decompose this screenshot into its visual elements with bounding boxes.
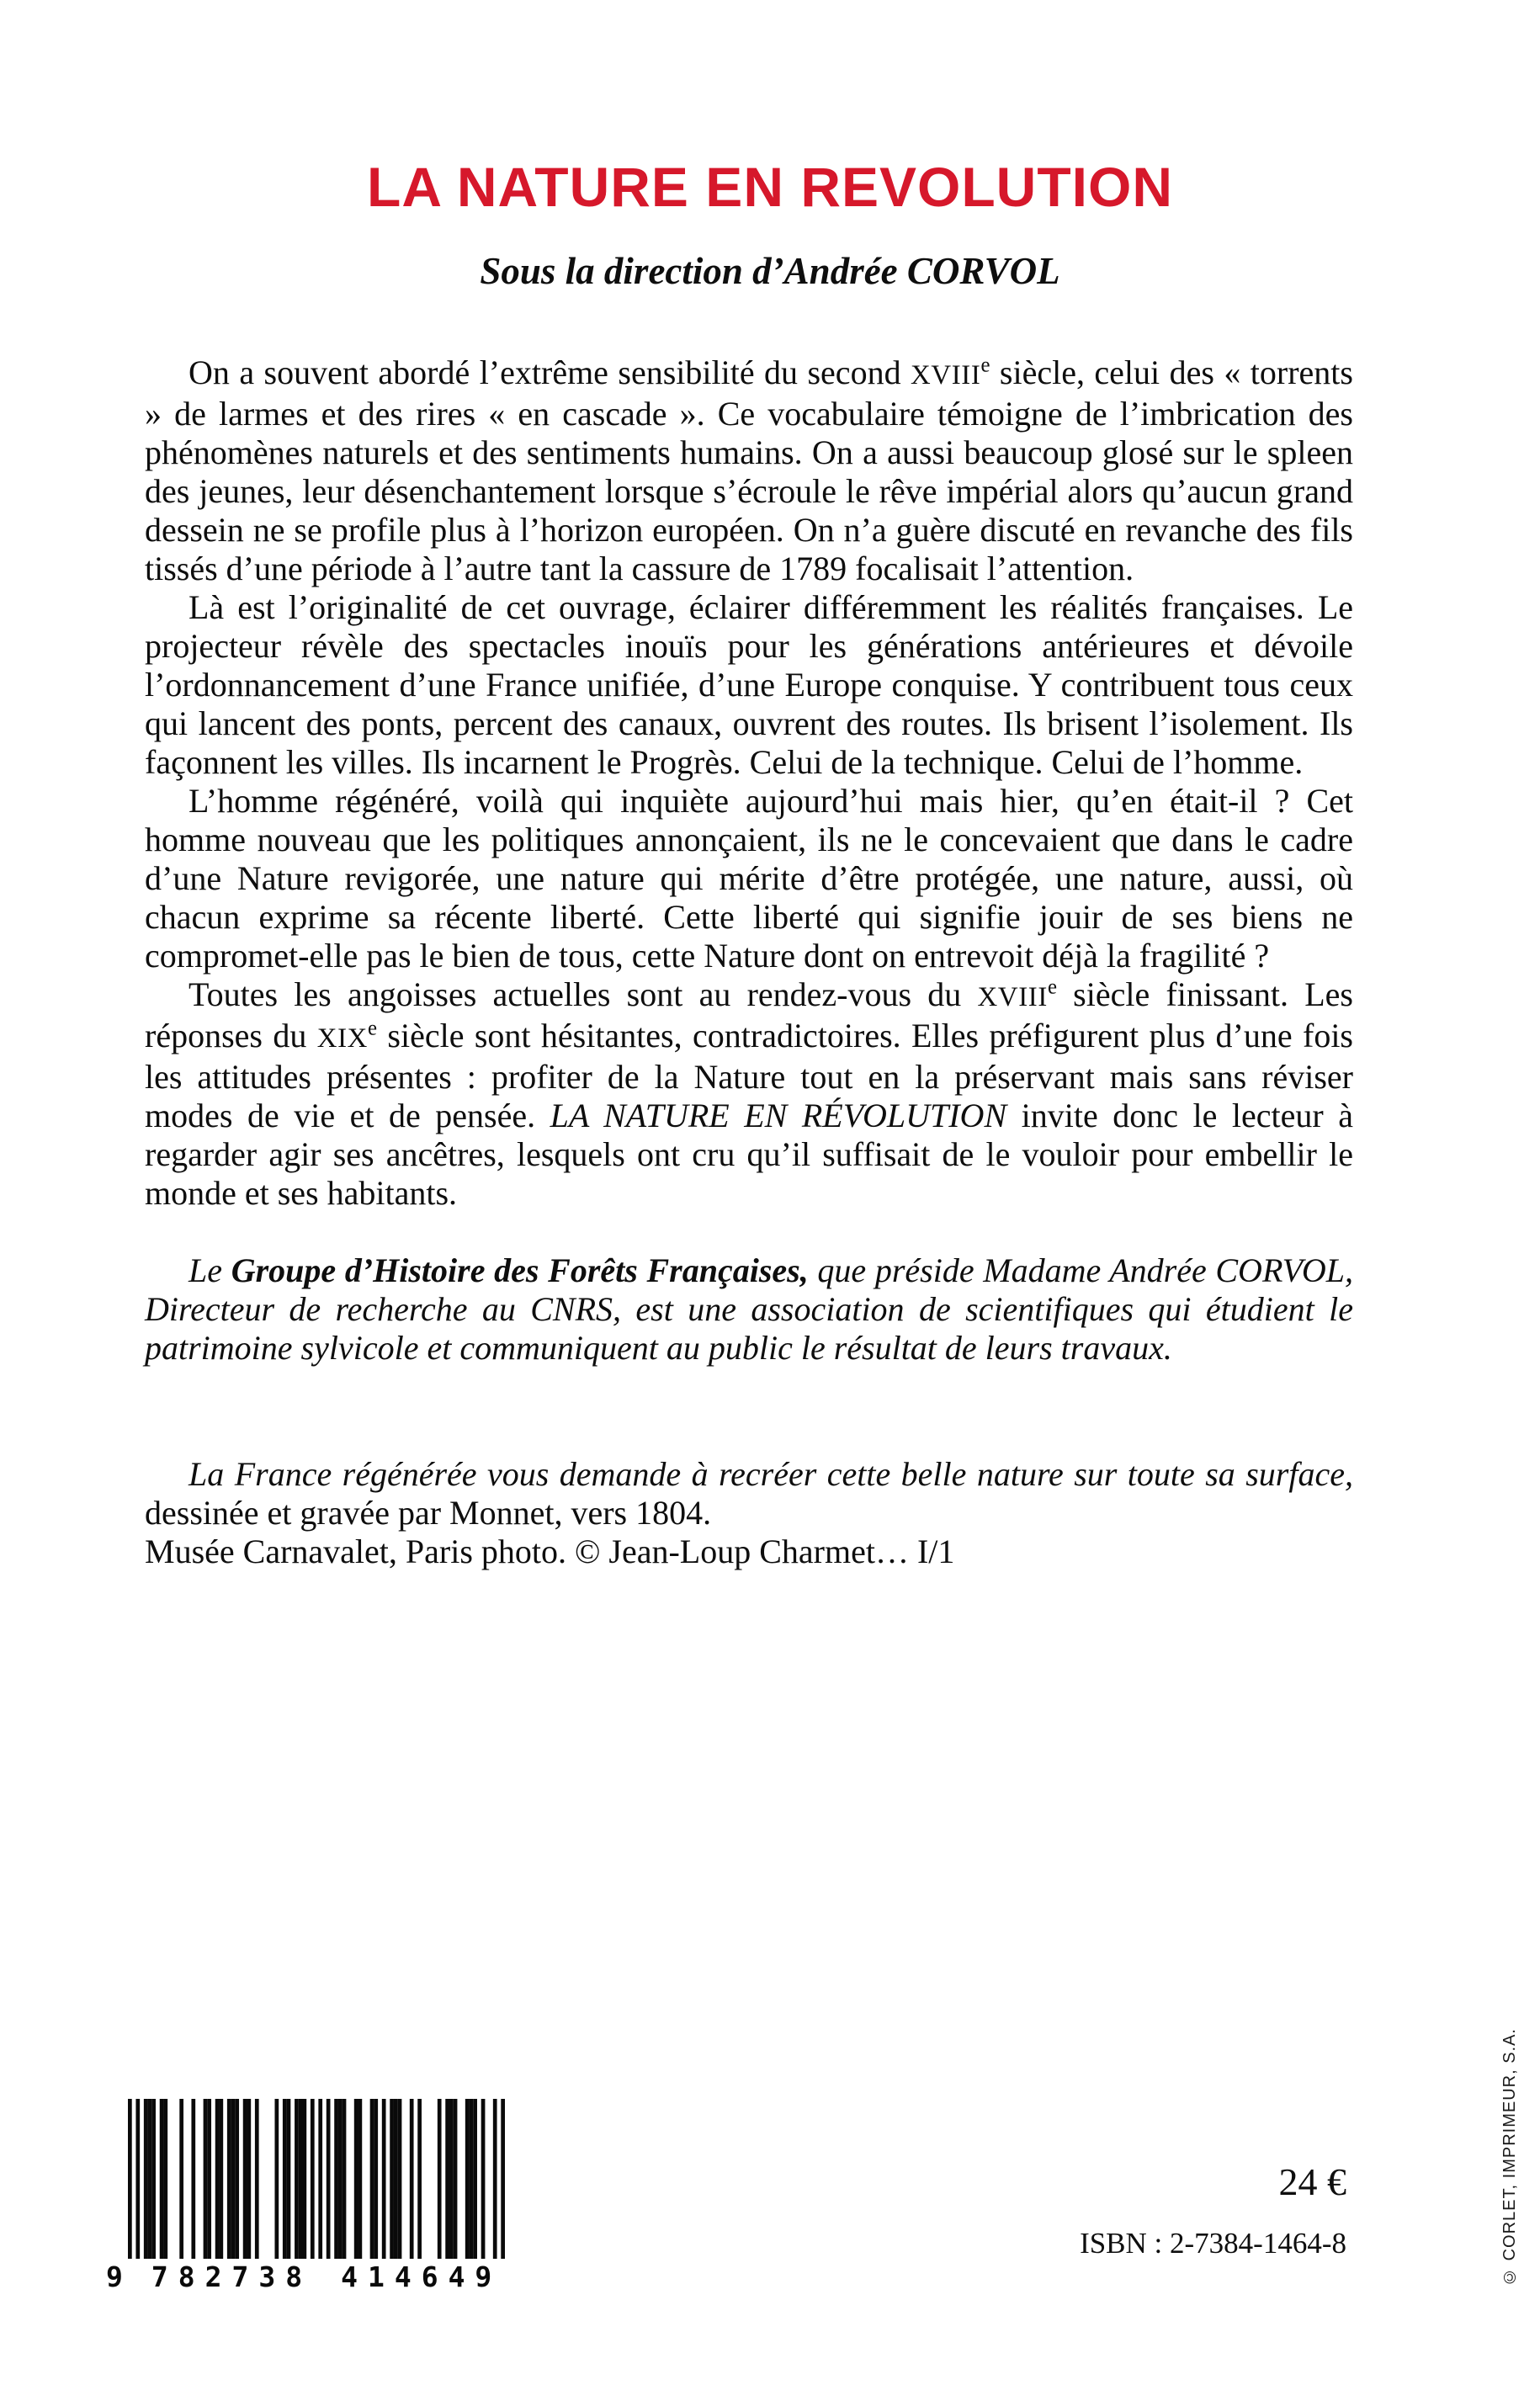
barcode-bars bbox=[128, 2099, 505, 2259]
body-paragraph: Là est l’originalité de cet ouvrage, éclairer différemment les réalités françaises. Le projecteur révèle des spectacles inouïs pour les générations antérieures et dévoile l’ordonnancement d’une France unifiée, d’une Europe conquise. Y contribuent tous ceux qui lancent des ponts, percent des canaux, ouvrent des routes. Ils brisent l’isolement. Ils façonnent les villes. Ils incarnent le Progrès. Celui de la technique. Celui de l’homme. bbox=[145, 588, 1353, 781]
pricing-block bbox=[1080, 2160, 1346, 2260]
body-paragraph: On a souvent abordé l’extrême sensibilité du second XVIIIe siècle, celui des « torrents » de larmes et des rires « en cascade ». Ce vocabulaire témoigne de l’imbrication des phénomènes naturels et des sentiments humains. On a aussi beaucoup glosé sur le spleen des jeunes, leur désenchantement lorsque s’écroule le rêve impérial alors qu’aucun grand dessein ne se profile plus à l’horizon européen. On n’a guère discuté en revanche des fils tissés d’une période à l’autre tant la cassure de 1789 focalisait l’attention. bbox=[145, 353, 1353, 587]
barcode-lead-digit: 9 bbox=[106, 2260, 123, 2293]
caption-text: La France régénérée vous demande à recréer cette belle nature sur toute sa surface, dessinée et gravée par Monnet, vers 1804. bbox=[145, 1455, 1353, 1532]
book-title: LA NATURE EN REVOLUTION bbox=[367, 156, 1173, 218]
credits-paragraph: Le Groupe d’Histoire des Forêts Françaises, que préside Madame Andrée CORVOL, Directeur de recherche au CNRS, est une association de scientifiques qui étudient le patrimoine sylvicole et communiquent au public le résultat de leurs travaux. bbox=[145, 1251, 1354, 1367]
barcode-group-1: 782738 bbox=[151, 2260, 313, 2293]
synopsis bbox=[145, 353, 1353, 1571]
cover-image-caption bbox=[145, 1455, 1353, 1571]
barcode-digits bbox=[106, 2260, 505, 2293]
isbn: ISBN : 2-7384-1464-8 bbox=[1080, 2227, 1346, 2260]
printer-imprint: © CORLET, IMPRIMEUR, S.A. bbox=[1500, 2028, 1519, 2286]
book-subtitle: Sous la direction d’Andrée CORVOL bbox=[480, 250, 1060, 292]
body-paragraph: Toutes les angoisses actuelles sont au rendez-vous du XVIIIe siècle finissant. Les réponses du XIXe siècle sont hésitantes, contradictoires. Elles préfigurent plus d’une fois les attitudes présentes : profiter de la Nature tout en la préservant mais sans réviser modes de vie et de pensée. LA NATURE EN RÉVOLUTION invite donc le lecteur à regarder agir ses ancêtres, lesquels ont cru qu’il suffisait de le vouloir pour embellir le monde et ses habitants. bbox=[145, 975, 1354, 1212]
barcode-group-2: 414649 bbox=[341, 2260, 502, 2293]
body-paragraph: L’homme régénéré, voilà qui inquiète aujourd’hui mais hier, qu’en était-il ? Cet homme nouveau que les politiques annonçaient, ils ne le concevaient que dans le cadre d’une Nature revigorée, une nature qui mérite d’être protégée, une nature, aussi, où chacun exprime sa récente liberté. Cette liberté qui signifie jouir de ses biens ne compromet-elle pas le bien de tous, cette Nature dont on entrevoit déjà la fragilité ? bbox=[145, 782, 1353, 975]
caption-credit-line: Musée Carnavalet, Paris photo. © Jean-Loup Charmet… I/1 bbox=[145, 1532, 955, 1570]
price: 24 € bbox=[1278, 2160, 1346, 2203]
barcode bbox=[106, 2099, 505, 2293]
